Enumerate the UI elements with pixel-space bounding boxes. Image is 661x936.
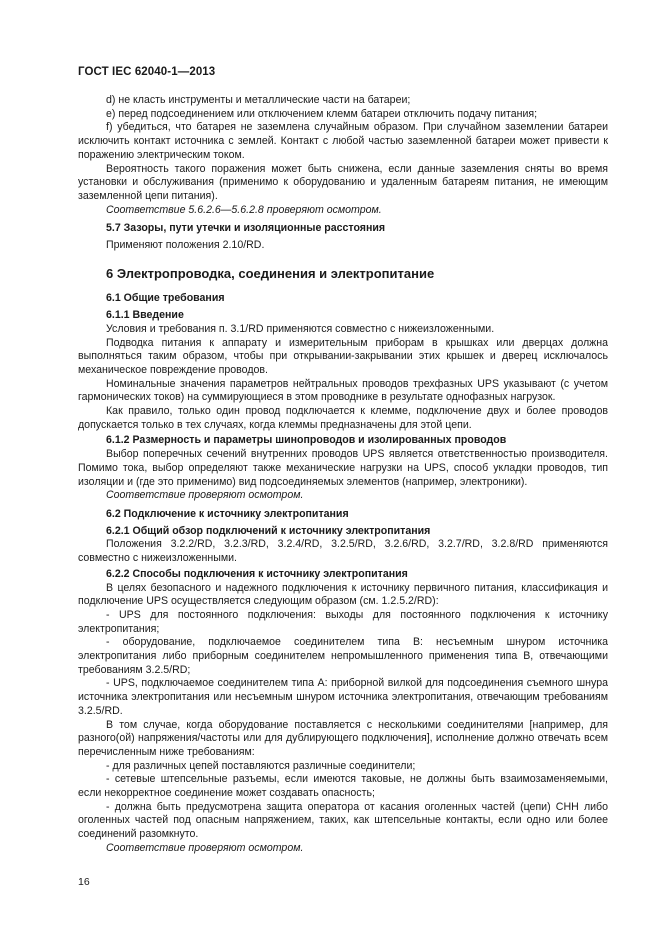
subsection-heading-6-1-1: 6.1.1 Введение (106, 309, 184, 322)
compliance-note: Соответствие проверяют осмотром. (106, 489, 304, 502)
paragraph: Условия и требования п. 3.1/RD применяются совместно с нижеизложенными. (106, 322, 495, 335)
dash-list-item: - должна быть предусмотрена защита оператора от касания оголенных частей (цепи) СНН либо оголенных частей под опасным напряжением, таких, как штепсельные контакты, если одно или более соединений разомкнуто. (78, 800, 608, 841)
list-item-e: e) перед подсоединением или отключением клемм батареи отключить подачу питания; (106, 107, 538, 120)
document-body (78, 94, 608, 856)
dash-list-item: - UPS для постоянного подключения: выходы для постоянного подключения к источнику электропитания; (78, 608, 608, 635)
subsection-heading-6-2-1: 6.2.1 Общий обзор подключений к источнику электропитания (106, 524, 431, 537)
list-item-d: d) не класть инструменты и металлические части на батареи; (106, 94, 411, 106)
dash-list-item: - UPS, подключаемое соединителем типа A: приборной вилкой для подсоединения съемного шнура источника электропитания или несъемным шнуром источника электропитания, отвечающим требованиям 3.2.5/RD. (78, 677, 608, 717)
section-heading-6-1: 6.1 Общие требования (106, 292, 225, 305)
dash-list-item: - сетевые штепсельные разъемы, если имеются таковые, не должны быть взаимозаменяемыми, если некорректное соединение может создавать опасность; (78, 773, 608, 800)
paragraph: Номинальные значения параметров нейтральных проводов трехфазных UPS указывают (с учетом гармонических токов) на суммирующиеся в этом проводнике в результате однофазных нагрузок. (78, 377, 608, 404)
paragraph: Как правило, только один провод подключается к клемме, подключение двух и более проводов допускается только в тех случаях, когда клеммы предназначены для этой цепи. (78, 405, 608, 431)
paragraph: В целях безопасного и надежного подключения к источнику первичного питания, классификация и подключение UPS осуществляется следующим образом (см. 1.2.5.2/RD): (78, 581, 608, 608)
chapter-heading-6: 6 Электропроводка, соединения и электропитание (106, 265, 435, 281)
section-heading-5-7: 5.7 Зазоры, пути утечки и изоляционные расстояния (106, 222, 386, 235)
paragraph: Положения 3.2.2/RD, 3.2.3/RD, 3.2.4/RD, 3.2.5/RD, 3.2.6/RD, 3.2.7/RD, 3.2.8/RD применяются совместно с нижеизложенными. (78, 538, 608, 565)
dash-list-item: - для различных цепей поставляются различные соединители; (106, 759, 416, 772)
section-heading-6-2: 6.2 Подключение к источнику электропитания (106, 507, 349, 520)
list-item-f: f) убедиться, что батарея не заземлена случайным образом. При случайном заземлении батареи исключить контакт источника с землей. Контакт с любой частью заземленной батареи может привести к поражению электрическим током. (78, 121, 608, 161)
compliance-note: Соответствие проверяют осмотром. (106, 841, 304, 854)
paragraph: В том случае, когда оборудование поставляется с несколькими соединителями [например, для разного(ой) напряжения/частоты или для дублирующего подключения], исполнение должно отвечать всем перечисленным ниже требованиям: (78, 718, 608, 758)
subsection-heading-6-2-2: 6.2.2 Способы подключения к источнику электропитания (106, 567, 408, 580)
page-number: 16 (78, 876, 90, 888)
compliance-note: Соответствие 5.6.2.6—5.6.2.8 проверяют осмотром. (106, 203, 382, 216)
paragraph: Применяют положения 2.10/RD. (106, 239, 265, 252)
dash-list-item: - оборудование, подключаемое соединителем типа B: несъемным шнуром источника электропитания либо приборным соединителем непромышленного применения типа B, отвечающими требованиям 3.2.5/RD; (78, 636, 608, 676)
paragraph: Выбор поперечных сечений внутренних проводов UPS является ответственностью производителя. Помимо тока, выбор определяют также механические нагрузки на UPS, способ укладки проводов, тип изоляции и (где это применимо) вид подсоединяемых элементов (например, электроники). (78, 448, 608, 488)
paragraph: Подводка питания к аппарату и измерительным приборам в крышках или дверцах должна выполняться таким образом, чтобы при открывании-закрывании этих крышек и дверец исключалось механическое повреждение проводов. (78, 336, 608, 376)
subsection-heading-6-1-2: 6.1.2 Размерность и параметры шинопроводов и изолированных проводов (106, 434, 507, 447)
document-header: ГОСТ IEC 62040-1—2013 (78, 66, 216, 78)
paragraph: Вероятность такого поражения может быть снижена, если данные заземления сняты во время установки и обслуживания (применимо к оборудованию и удаленным батареям питания, не имеющим заземленной цепи питания). (78, 162, 608, 202)
